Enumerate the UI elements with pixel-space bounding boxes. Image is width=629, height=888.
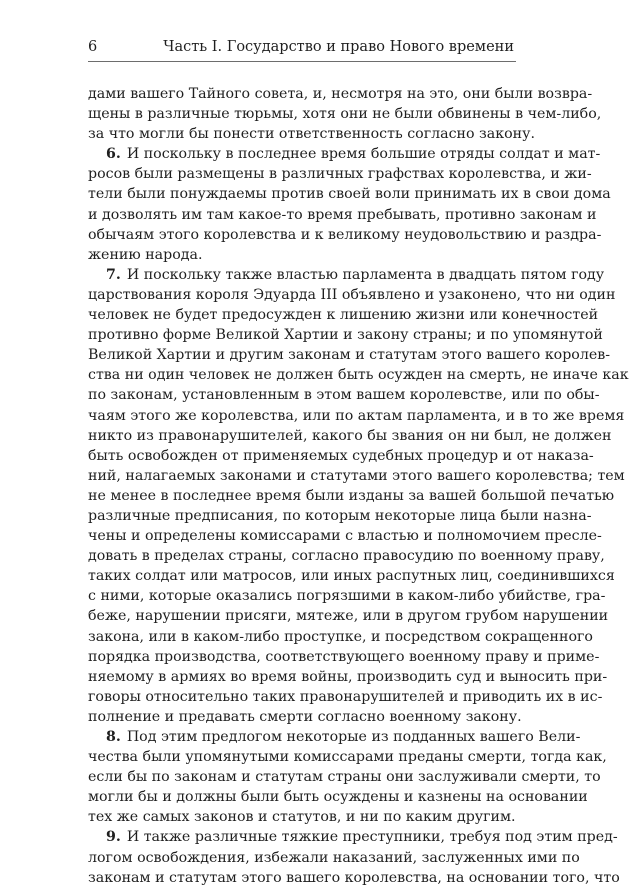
text-line [88, 124, 535, 144]
text-line [88, 446, 594, 466]
text-line [88, 305, 599, 325]
text-line-content: говоры относительно таких правонарушителей и приводить их в ис- [88, 688, 603, 705]
text-line [88, 205, 597, 225]
paragraph-number: 7. [106, 266, 121, 283]
text-line [88, 325, 603, 345]
text-line-content: таких солдат или матросов, или иных распутных лиц, соединившихся [88, 568, 615, 585]
page-header [88, 36, 514, 58]
text-line [88, 546, 605, 566]
paragraph-number: 9. [106, 829, 121, 846]
text-line [88, 787, 588, 807]
paragraph-number: 8. [106, 729, 121, 745]
text-line [88, 667, 608, 687]
text-line-content: никто из правонарушителей, какого бы звания он ни был, не должен [88, 427, 612, 444]
text-line-content: тех же самых законов и статутов, и ни по каким другим. [88, 809, 516, 826]
text-line [88, 767, 601, 787]
text-line [88, 647, 600, 667]
text-line-content: логом освобождения, избежали наказаний, заслуженных ими по [88, 849, 580, 866]
document-body [88, 84, 629, 886]
text-line [88, 144, 601, 164]
text-line [88, 848, 580, 868]
text-line-content: противно форме Великой Хартии и закону страны; и по упомянутой [88, 327, 603, 344]
text-line [88, 265, 605, 285]
text-line-content: беже, нарушении присяги, мятеже, или в другом грубом нарушении [88, 608, 609, 625]
text-line [88, 807, 516, 827]
text-line [88, 345, 611, 365]
text-line-content: царствования короля Эдуарда III объявлено и узаконено, что ни один [88, 286, 616, 303]
text-line-content: если бы по законам и статутам страны они заслуживали смерти, то [88, 769, 601, 786]
text-line-content: жению народа. [88, 246, 203, 263]
text-line [88, 506, 592, 526]
text-line [88, 225, 602, 245]
text-line-content: и дозволять им там какое-то время пребывать, противно законам и [88, 206, 597, 223]
text-line-content: Великой Хартии и другим законам и статутам этого вашего королев- [88, 347, 611, 364]
text-line [88, 365, 629, 385]
text-line-content: И поскольку в последнее время большие отряды солдат и мат- [126, 146, 601, 163]
text-line [88, 406, 625, 426]
text-line-content: И поскольку также властью парламента в двадцать пятом году [126, 266, 605, 283]
text-line-content: обычаям этого королевства и к великому неудовольствию и раздра- [88, 226, 602, 243]
text-line [88, 184, 611, 204]
text-line-content: ний, налагаемых законами и статутами этого вашего королевства; тем [88, 467, 625, 484]
text-line [88, 84, 593, 104]
text-line-content: человек не будет предосужден к лишению жизни или конечностей [88, 307, 599, 324]
page-number: 6 [88, 39, 98, 55]
text-line [88, 164, 592, 184]
text-line-content: И также различные тяжкие преступники, требуя под этим пред- [126, 829, 618, 846]
text-line-content: полнение и предавать смерти согласно военному закону. [88, 708, 522, 725]
text-line-content: за что могли бы понести ответственность согласно закону. [88, 126, 535, 143]
text-line-content: няемому в армиях во время войны, производить суд и выносить при- [88, 668, 608, 685]
text-line [88, 466, 625, 486]
text-line [88, 385, 600, 405]
text-line [88, 747, 607, 767]
text-line [88, 245, 516, 265]
text-line [88, 526, 602, 546]
text-line-content: закона, или в каком-либо проступке, и посредством сокращенного [88, 628, 593, 645]
text-line [88, 566, 615, 586]
text-line [88, 486, 615, 506]
text-line [88, 426, 612, 446]
text-line [88, 687, 603, 707]
text-line-content: по законам, установленным в этом вашем королевстве, или по обы- [88, 387, 600, 404]
text-line-content: дами вашего Тайного совета, и, несмотря на это, они были возвра- [88, 86, 593, 102]
text-line-content: тели были понуждаемы против своей воли принимать их в свои дома [88, 186, 611, 203]
text-line-content: законам и статутам этого вашего королевства, на основании того, что [88, 869, 620, 886]
text-line-content: различные предписания, по которым некоторые лица были назна- [88, 507, 592, 524]
text-line-content: росов были размещены в различных графствах королевства, и жи- [88, 166, 592, 183]
text-line [88, 627, 593, 647]
text-line [88, 727, 581, 747]
header-rule [88, 61, 516, 62]
paragraph-number: 6. [106, 146, 121, 163]
text-line-content: чены и определены комиссарами с властью и полномочием пресле- [88, 528, 602, 545]
text-line [88, 104, 602, 124]
text-line-content: не менее в последнее время были изданы за вашей большой печатью [88, 487, 615, 504]
text-line [88, 606, 609, 626]
text-line-content: порядка производства, соответствующего военному праву и приме- [88, 648, 600, 665]
text-line [88, 586, 606, 606]
running-head: Часть I. Государство и право Нового времени [163, 39, 514, 55]
text-line-content: чества были упомянутыми комиссарами преданы смерти, тогда как, [88, 749, 607, 766]
text-line-content: чаям этого же королевства, или по актам парламента, и в то же время [88, 407, 625, 424]
text-line-content: могли бы и должны были быть осуждены и казнены на основании [88, 789, 588, 806]
text-line [88, 285, 616, 305]
text-line-content: довать в пределах страны, согласно правосудию по военному праву, [88, 548, 605, 565]
text-line [88, 827, 618, 847]
text-line-content: ства ни один человек не должен быть осужден на смерть, не иначе как [88, 367, 629, 384]
text-line [88, 707, 522, 727]
text-line-content: Под этим предлогом некоторые из подданных вашего Вели- [126, 729, 581, 745]
text-line [88, 868, 620, 888]
text-line-content: с ними, которые оказались погрязшими в каком-либо убийстве, гра- [88, 588, 606, 605]
text-line-content: щены в различные тюрьмы, хотя они не были обвинены в чем-либо, [88, 106, 602, 123]
text-line-content: быть освобожден от применяемых судебных процедур и от наказа- [88, 447, 594, 464]
